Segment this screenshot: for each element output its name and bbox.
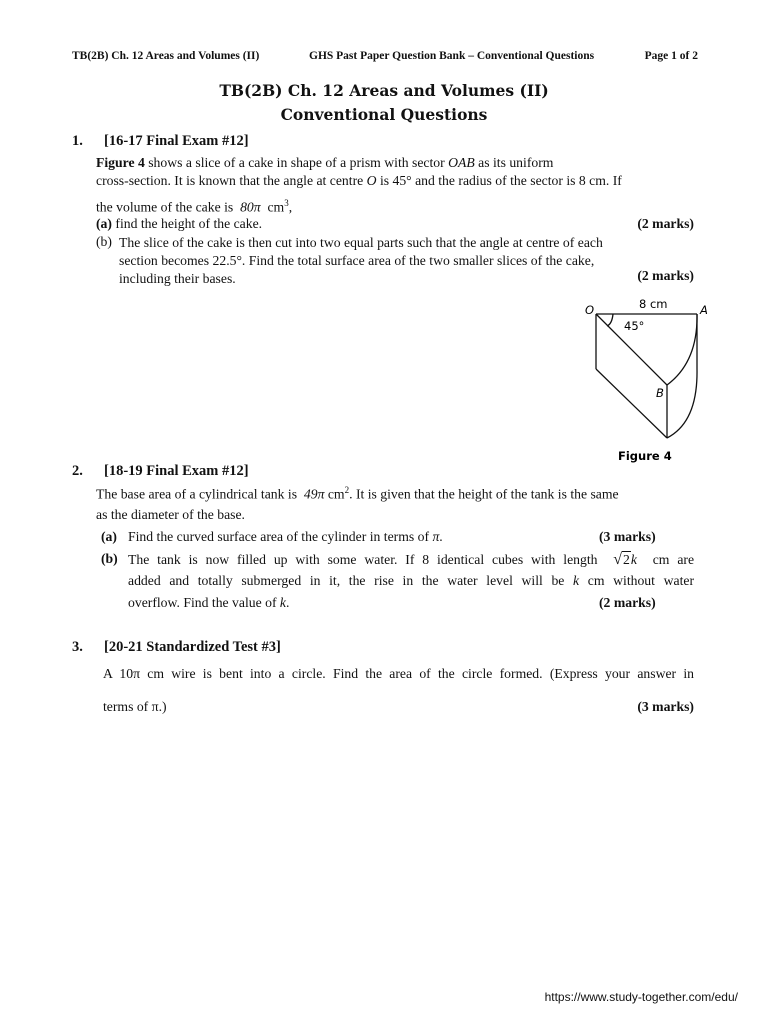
label-B: B <box>656 386 664 400</box>
q1-volume-line: the volume of the cake is 80π $cm^3$, <box>96 198 293 215</box>
q3-source: [20-21 Standardized Test #3] <box>104 639 281 655</box>
q2-part-a: Find the curved surface area of the cylinder in terms of π. <box>128 529 443 544</box>
q1-figure-ref: Figure 4 <box>96 155 145 170</box>
label-O: O <box>585 303 595 317</box>
q2-b-line2: added and totally submerged in it, the rise in the water level will be k cm without water <box>128 573 695 588</box>
q2-b-line3: overflow. Find the value of k. <box>128 595 290 610</box>
figure-caption: Figure 4 <box>618 449 672 463</box>
q2-b-line1: The tank is now filled up with some water. If 8 identical cubes with length √2k cm are <box>128 551 695 568</box>
q1-part-b: The slice of the cake is then cut into two equal parts such that the angle at centre of each section becomes 22.5°. Find the total surface area of the two smaller slices of the cake, including their bases. <box>119 235 603 286</box>
q1-sector-name: OAB <box>448 155 475 170</box>
label-radius: 8 cm <box>639 297 668 311</box>
q1-source: [16-17 Final Exam #12] <box>104 133 249 149</box>
q1-intro: Figure 4 shows a slice of a cake in shape of a prism with sector OAB as its uniform cross-section. It is known that the angle at centre O is 45° and the radius of the sector is 8 cm. If <box>96 155 622 188</box>
page-title: TB(2B) Ch. 12 Areas and Volumes (II) <box>219 81 549 100</box>
q1-volume: 80π <box>240 199 261 215</box>
q3-marks: (3 marks) <box>637 699 694 714</box>
bottom-arc <box>667 369 697 438</box>
q2-line2: as the diameter of the base. <box>96 507 245 522</box>
q2-source: [18-19 Final Exam #12] <box>104 463 249 479</box>
q1-part-a: (a) find the height of the cake. <box>96 216 263 231</box>
page-subtitle: Conventional Questions <box>280 105 488 124</box>
q2-a-marks: (3 marks) <box>599 529 656 544</box>
q2-area: 49π <box>303 486 325 502</box>
label-A: A <box>700 303 708 317</box>
q3-line1: A 10π cm wire is bent into a circle. Find the area of the circle formed. (Express your answer in <box>103 666 694 681</box>
q2-line1: The base area of a cylindrical tank is 49π $cm^2$. It is given that the height of the tank is the same <box>96 485 619 502</box>
q3-line2: terms of π.) <box>103 699 167 714</box>
header-question-bank: GHS Past Paper Question Bank – Conventional Questions <box>309 50 595 62</box>
header-page-number: Page 1 of 2 <box>644 50 698 62</box>
figure-4-cake-prism <box>578 292 718 472</box>
q1-b-label: (b) <box>96 234 112 249</box>
bottom-edge <box>596 369 667 438</box>
q2-b-marks: (2 marks) <box>599 595 656 610</box>
q1-number: 1. <box>72 133 83 149</box>
arc-AB <box>667 314 697 385</box>
q3-number: 3. <box>72 639 83 655</box>
q1-b-marks: (2 marks) <box>637 268 694 283</box>
q2-b-label: (b) <box>101 551 118 566</box>
q2-a-label: (a) <box>101 529 117 544</box>
angle-arc <box>607 314 613 326</box>
q2-number: 2. <box>72 463 83 479</box>
q2-sqrt-expression: √2 <box>613 551 630 568</box>
header-chapter: TB(2B) Ch. 12 Areas and Volumes (II) <box>72 50 260 62</box>
q1-a-marks: (2 marks) <box>637 216 694 231</box>
footer-url[interactable]: https://www.study-together.com/edu/ <box>544 990 738 1004</box>
label-angle: 45° <box>624 319 645 333</box>
